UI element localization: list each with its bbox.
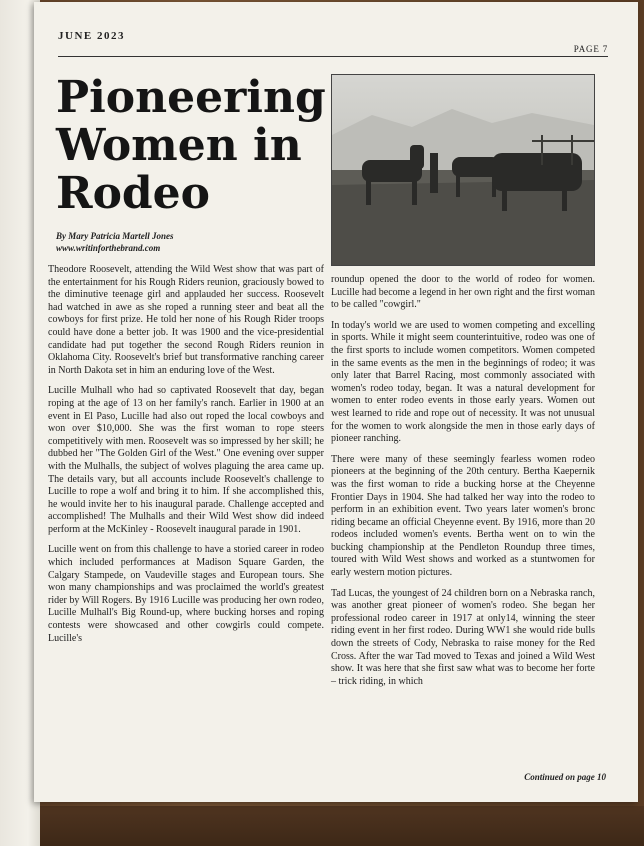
header-rule [58, 56, 608, 57]
page-number: PAGE 7 [573, 44, 608, 54]
horses-photo [331, 74, 595, 266]
paragraph: Lucille Mulhall who had so captivated Roosevelt that day, began roping at the age of 13 on her family's ranch. Earlier in 1900 at an event in El Paso, Lucille had also out roped the local cowboys and won over $10,000. She was the first woman to rope steers competitively with men. Roosevelt was so impressed by her skill; he dubbed her "The Golden Girl of the West." One evening over supper with the Mulhalls, the subject of wolves plaguing the area came up. The details vary, but all accounts include Roosevelt's challenge to Lucille to rope a wolf and bring it to him. If she accomplished this, he would invite her to his inaugural parade. Challenge accepted and accomplished! The Mulhalls and their Wild West show did indeed perform at the McKinley - Roosevelt inaugural parade in 1901. [48, 385, 324, 535]
article-column-2 [331, 274, 595, 696]
title-line-2: Women in [56, 120, 302, 171]
byline-author: By Mary Patricia Martell Jones [56, 231, 174, 241]
paragraph: In today's world we are used to women competing and excelling in sports. While it might seem counterintuitive, rodeo was one of the first sports to include women competitors. Women competed in the same events as the men in the beginnings of rodeo; it was only later that Barrel Racing, most commonly associated with women's rodeo today, began. It was a natural development for women to enter rodeo events in those early years. Women out west learned to ride and rope out of necessity. It was not unusual for the women to work alongside the men in those early days of pioneer ranching. [331, 319, 595, 445]
continued-note: Continued on page 10 [524, 772, 606, 782]
page-header [58, 30, 608, 54]
title-line-3: Rodeo [56, 168, 211, 219]
byline [56, 230, 336, 254]
byline-url: www.writinforthebrand.com [56, 243, 161, 253]
paragraph: Tad Lucas, the youngest of 24 children born on a Nebraska ranch, was another great pioneer of women's rodeo. She began her professional rodeo career in 1917 at only14, winning the steer riding event in her first rodeo. During WW1 she would ride bulls down the streets of Cody, Nebraska to raise money for the Red Cross. After the war Tad moved to Texas and joined a Wild West show. It was here that she first saw what was to become her forte – trick riding, in which [331, 587, 595, 687]
horses-photo-icon [332, 75, 594, 265]
issue-date: JUNE 2023 [58, 30, 125, 42]
paragraph: roundup opened the door to the world of rodeo for women. Lucille had become a legend in her own right and the first woman to be called "cowgirl." [331, 274, 595, 311]
paragraph: There were many of these seemingly fearless women rodeo pioneers at the beginning of the 20th century. Bertha Kaepernik was the first woman to ride a bucking horse at the Cheyenne Frontier Days in 1904. She had talked her way into the rodeo to perform in an exhibition event. Two years later women's bronc riding became an official Cheyenne event. By 1916, more than 20 rodeos included women's events. Bertha went on to win the bucking championship at the Pendleton Roundup three times, toured with Wild West shows and worked as a stuntwomen for early western motion pictures. [331, 453, 595, 579]
magazine-page [34, 2, 638, 802]
paragraph: Theodore Roosevelt, attending the Wild West show that was part of the entertainment for his Rough Riders reunion, graciously bowed to the diminutive teenage girl and applauded her success. Roosevelt had watched in awe as she roped a running steer and beat all the cowboys for first prize. He told her none of his Rough Rider troops could have done a better job. It was 1900 and the vice-presidential candidate had put together the second Rough Riders reunion in Oklahoma City. Roosevelt's brief but transformative ranching career in North Dakota set in him an enduring love of the West. [48, 264, 324, 376]
paragraph: Lucille went on from this challenge to have a storied career in rodeo which included performances at Madison Square Garden, the Calgary Stampede, on Vaudeville stages and European tours. She won many championships and was proclaimed the world's greatest rider by Will Rogers. By 1916 Lucille was producing her own rodeo, Lucille Mulhall's Big Round-up, where bucking horses and roping contests were showcased and other cowgirls could compete. Lucille's [48, 544, 324, 644]
wood-table-bottom [0, 806, 644, 846]
title-line-1: Pioneering [56, 72, 326, 123]
article-title [56, 74, 336, 218]
article-column-1 [48, 264, 324, 653]
